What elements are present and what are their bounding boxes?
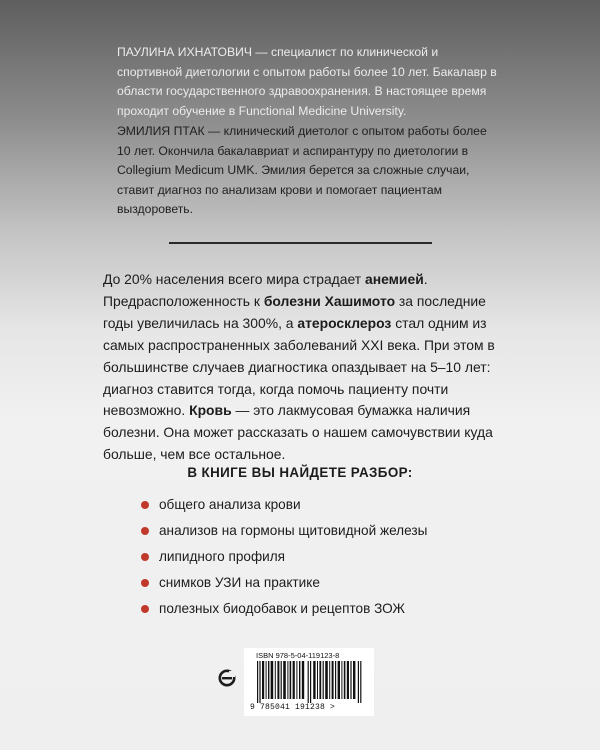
bullet-icon [141, 605, 149, 613]
blurb-text: До 20% населения всего мира страдает [103, 271, 365, 287]
blurb-text: — это лакмусовая бумажка наличия болезни. Она может рассказать о нашем самочувствии куда больше, чем все остальное. [103, 402, 493, 463]
book-blurb [103, 269, 503, 466]
list-item: анализов на гормоны щитовидной железы [141, 520, 427, 546]
blurb-highlight: болезни Хашимото [263, 292, 396, 309]
list-item: общего анализа крови [141, 494, 427, 520]
eksmo-logo-icon [218, 665, 236, 696]
author-2-text: — клинический диетолог с опытом работы более 10 лет. Окончила бакалавриат и аспирантуру по диетологии в Collegium Medicum UMK. Эмилия берется за сложные случаи, ставит диагноз по анализам крови и помогает пациентам выздороветь. [117, 124, 487, 216]
author-2-name: ЭМИЛИЯ ПТАК [117, 124, 205, 138]
barcode-digits: 9 785041 191238 > [250, 703, 336, 712]
feature-list [141, 494, 427, 624]
list-item: снимков УЗИ на практике [141, 572, 427, 598]
barcode-bars [257, 661, 363, 703]
isbn-label: ISBN 978-5-04-119123-8 [256, 651, 340, 660]
blurb-text: стал одним из самых распространенных заболеваний XXI века. При этом в большинстве случаев диагностика опаздывает на 5–10 лет: диагноз ставится тогда, когда помочь пациенту почти невозможно. [103, 314, 495, 419]
bullet-icon [141, 501, 149, 509]
blurb-text: за последние годы увеличилась на 300%, а [103, 292, 486, 331]
list-item: липидного профиля [141, 546, 427, 572]
author-bio-2 [117, 122, 497, 220]
bullet-icon [141, 553, 149, 561]
blurb-highlight: Кровь [189, 402, 232, 419]
author-1-text: — специалист по клинической и спортивной диетологии с опытом работы более 10 лет. Бакалавр в области государственного здравоохранения. В настоящее время проходит обучение в Functional Medicine University. [117, 45, 497, 118]
blurb-highlight: анемией [365, 271, 424, 287]
section-divider [169, 242, 432, 244]
barcode [244, 648, 374, 716]
author-bio-1 [117, 43, 497, 121]
list-item: полезных биодобавок и рецептов ЗОЖ [141, 598, 427, 624]
bullet-icon [141, 527, 149, 535]
author-1-name: ПАУЛИНА ИХНАТОВИЧ [117, 45, 253, 59]
blurb-text: . Предрасположенность к [103, 271, 428, 309]
blurb-highlight: атеросклероз [297, 314, 392, 331]
list-title: В КНИГЕ ВЫ НАЙДЕТЕ РАЗБОР: [187, 465, 413, 480]
bullet-icon [141, 579, 149, 587]
